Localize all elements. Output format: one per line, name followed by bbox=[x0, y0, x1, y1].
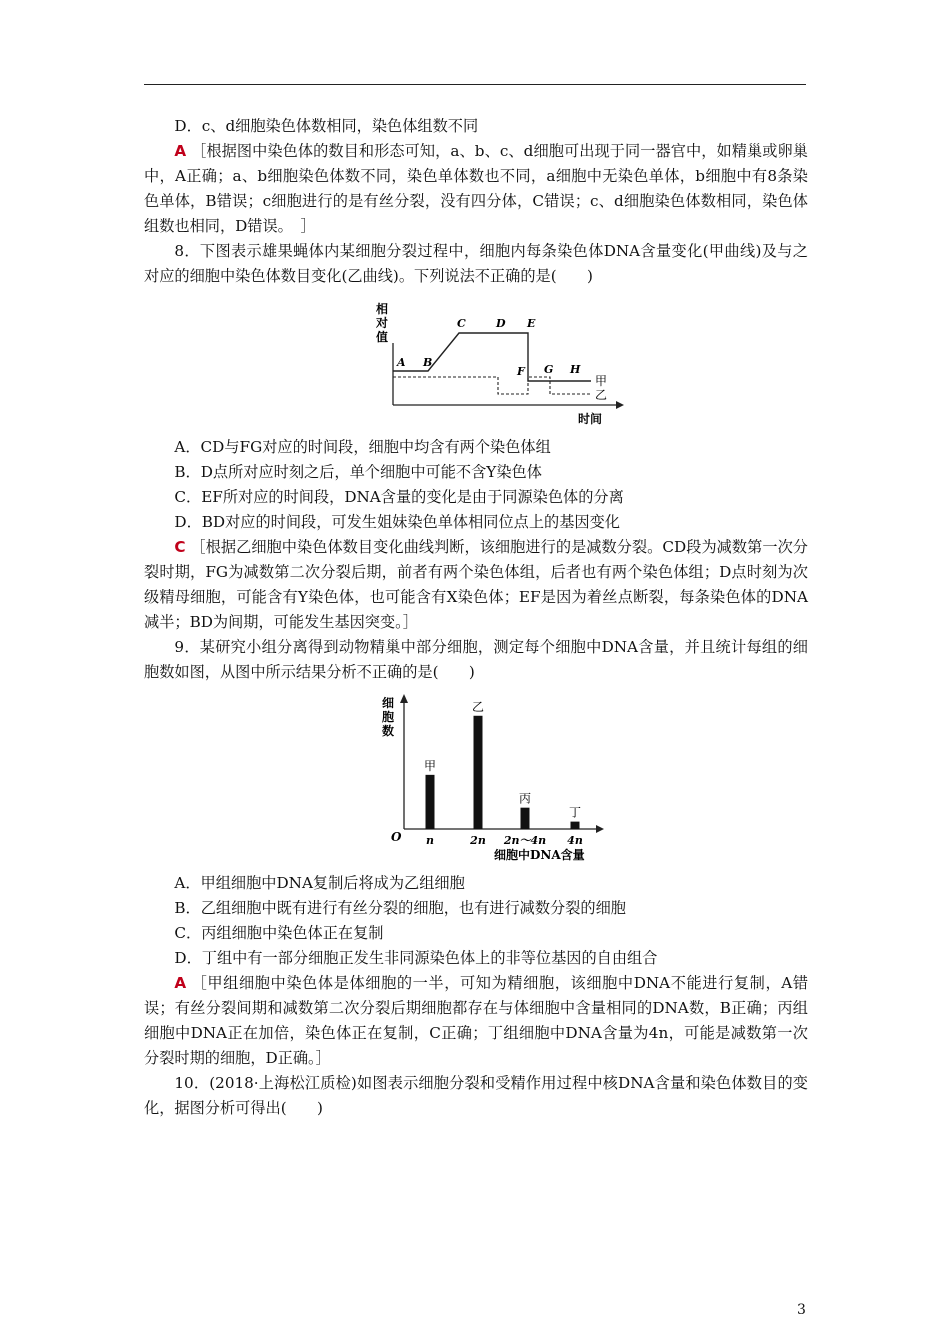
q9-bar-label-1: 甲 bbox=[423, 758, 437, 773]
q8-point-b: B bbox=[423, 356, 433, 369]
q9-answer-letter: A bbox=[174, 974, 187, 992]
q9-bar-4 bbox=[571, 822, 580, 829]
q9-tick-4: 4n bbox=[567, 834, 583, 847]
q8-point-c: C bbox=[457, 317, 466, 330]
q9-ylabel-2: 胞 bbox=[382, 710, 395, 724]
q9-tick-3: 2n～4n bbox=[503, 834, 547, 847]
q8-explanation: ［根据乙细胞中染色体数目变化曲线判断，该细胞进行的是减数分裂。CD段为减数第一次分裂时期，FG为减数第二次分裂后期，前者有两个染色体组，后者也有两个染色体组；D点时刻为次级精母细胞，可能含有Y染色体，也可能含有X染色体；EF是因为着丝点断裂，每条染色体的DNA减半；BD为间期，可能发生基因突变。］ bbox=[144, 538, 808, 631]
page-number: 3 bbox=[797, 1302, 806, 1318]
q9-bars-group bbox=[424, 700, 583, 847]
q8-ylabel-3: 值 bbox=[376, 330, 389, 344]
q9-bar-2 bbox=[474, 716, 483, 829]
q8-line-chart bbox=[144, 293, 808, 429]
q8-ylabel-2: 对 bbox=[376, 316, 389, 330]
q8-xlabel: 时间 bbox=[578, 412, 603, 426]
q9-bar-1 bbox=[426, 775, 435, 829]
q9-bar-3 bbox=[521, 808, 530, 829]
q9-option-b: B．乙组细胞中既有进行有丝分裂的细胞，也有进行减数分裂的细胞 bbox=[174, 899, 626, 917]
header-rule bbox=[144, 84, 806, 85]
q9-origin: O bbox=[391, 830, 402, 844]
q8-figure bbox=[144, 293, 808, 429]
q8-option-a: A．CD与FG对应的时间段，细胞中均含有两个染色体组 bbox=[174, 438, 551, 456]
q8-option-b: B．D点所对应时刻之后，单个细胞中可能不含Y染色体 bbox=[174, 463, 542, 481]
q8-answer bbox=[144, 535, 808, 635]
page-content bbox=[144, 114, 808, 1121]
q9-answer bbox=[144, 971, 808, 1071]
q7-option-d: D．c、d细胞染色体数相同，染色体组数不同 bbox=[174, 117, 479, 135]
q8-option-c: C．EF所对应的时间段，DNA含量的变化是由于同源染色体的分离 bbox=[174, 488, 624, 506]
q9-ylabel-3: 数 bbox=[382, 724, 395, 738]
q9-bar-chart bbox=[144, 689, 808, 865]
q8-curve-yi bbox=[393, 377, 591, 394]
q8-legend-yi: 乙 bbox=[595, 388, 608, 402]
q7-explanation: ［根据图中染色体的数目和形态可知，a、b、c、d细胞可出现于同一器官中，如精巢或卵巢中，A正确；a、b细胞染色体数不同，染色单体数也不同，a细胞中无染色单体，b细胞中有8条染色单体，B错误；c细胞进行的是有丝分裂，没有四分体，C错误；c、d细胞染色体数相同，染色体组数也相同，D错误。 ］ bbox=[144, 142, 808, 235]
q8-ylabel-1: 相 bbox=[376, 302, 389, 316]
q9-x-arrow bbox=[596, 825, 604, 833]
q8-point-d: D bbox=[496, 317, 506, 330]
q9-tick-1: n bbox=[426, 834, 434, 847]
q8-point-e: E bbox=[527, 317, 536, 330]
q9-option-a: A．甲组细胞中DNA复制后将成为乙组细胞 bbox=[174, 874, 465, 892]
q8-answer-letter: C bbox=[174, 538, 186, 556]
q8-point-f: F bbox=[517, 365, 525, 378]
q9-option-d: D．丁组中有一部分细胞正发生非同源染色体上的非等位基因的自由组合 bbox=[174, 949, 658, 967]
q8-stem: 8．下图表示雄果蝇体内某细胞分裂过程中，细胞内每条染色体DNA含量变化(甲曲线)及与之对应的细胞中染色体数目变化(乙曲线)。下列说法不正确的是( ) bbox=[144, 242, 808, 285]
q8-point-h: H bbox=[570, 363, 581, 376]
q9-xlabel: 细胞中DNA含量 bbox=[494, 848, 585, 862]
q8-x-arrow bbox=[616, 401, 624, 409]
q9-explanation: ［甲组细胞中染色体是体细胞的一半，可知为精细胞，该细胞中DNA不能进行复制，A错误；有丝分裂间期和减数第二次分裂后期细胞都存在与体细胞中含量相同的DNA数，B正确；丙组细胞中DNA正在加倍，染色体正在复制，C正确；丁组细胞中DNA含量为4n，可能是减数第一次分裂时期的细胞，D正确。］ bbox=[144, 974, 809, 1067]
q8-point-g: G bbox=[544, 363, 554, 376]
q9-figure bbox=[144, 689, 808, 865]
q8-point-a: A bbox=[397, 356, 406, 369]
q8-legend-jia: 甲 bbox=[595, 374, 608, 388]
q9-ylabel-1: 细 bbox=[382, 696, 395, 710]
q9-stem: 9．某研究小组分离得到动物精巢中部分细胞，测定每个细胞中DNA含量，并且统计每组的细胞数如图，从图中所示结果分析不正确的是( ) bbox=[144, 638, 808, 681]
q9-bar-label-4: 丁 bbox=[568, 805, 582, 820]
q7-answer-letter: A bbox=[174, 142, 187, 160]
q9-y-arrow bbox=[400, 694, 408, 703]
q10-stem: 10．(2018·上海松江质检)如图表示细胞分裂和受精作用过程中核DNA含量和染色体数目的变化，据图分析可得出( ) bbox=[144, 1074, 808, 1117]
q9-tick-2: 2n bbox=[470, 834, 486, 847]
q7-answer bbox=[144, 139, 808, 239]
q9-option-c: C．丙组细胞中染色体正在复制 bbox=[174, 924, 384, 942]
q9-bar-label-3: 丙 bbox=[518, 791, 532, 806]
q8-option-d: D．BD对应的时间段，可发生姐妹染色单体相同位点上的基因变化 bbox=[174, 513, 620, 531]
q9-bar-label-2: 乙 bbox=[471, 699, 485, 714]
